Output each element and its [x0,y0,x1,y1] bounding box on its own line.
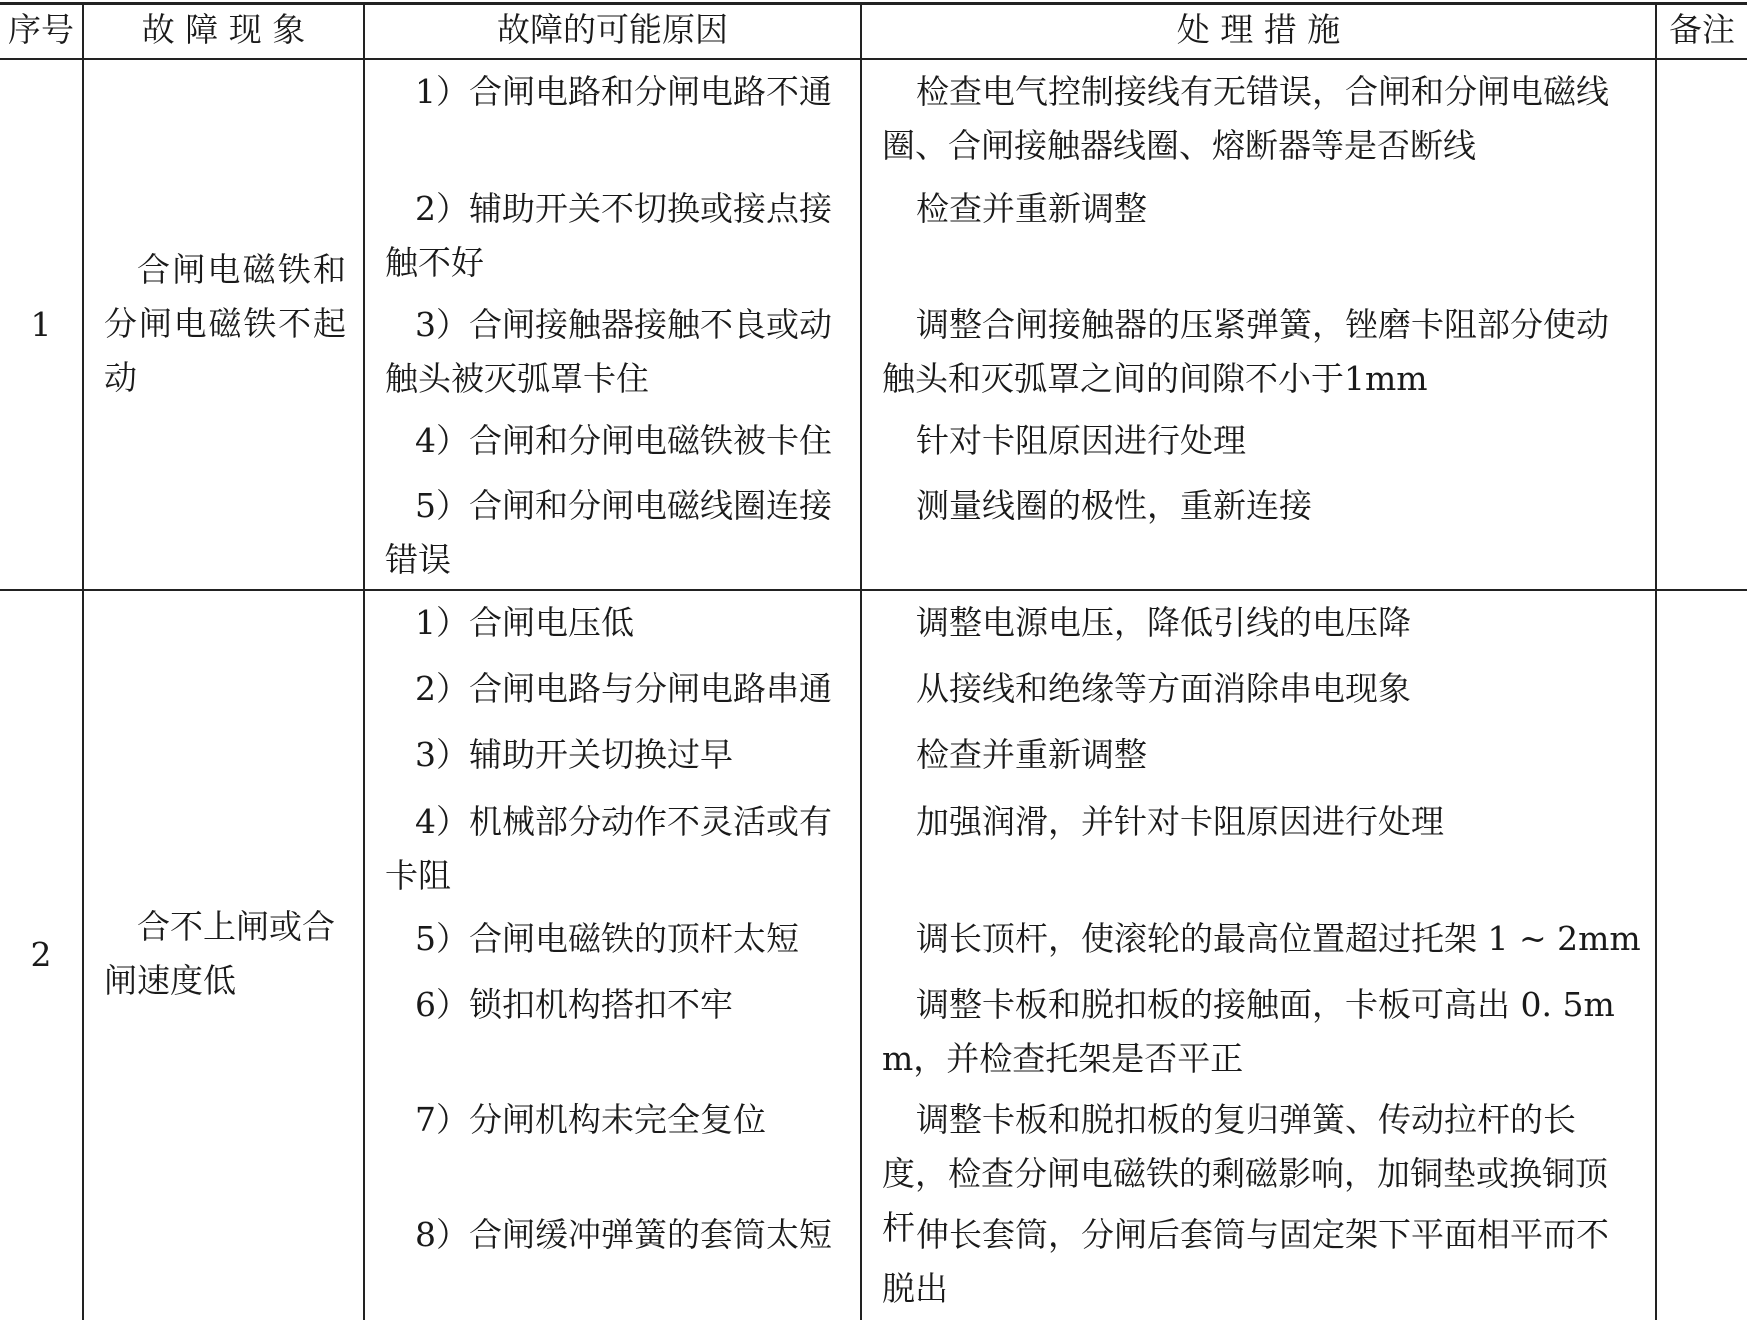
header-measure: 处 理 措 施 [1176,10,1341,49]
row-2-measure-6: 调整卡板和脱扣板的接触面，卡板可高出 0. 5mm，并检查托架是否平正 [882,985,1615,1078]
row-2-cause-4: 4）机械部分动作不灵活或有卡阻 [385,802,832,895]
row-1-cause-1: 1）合闸电路和分闸电路不通 [415,72,832,111]
row-1-measure-4: 针对卡阻原因进行处理 [916,421,1246,460]
row-2-cause-6: 6）锁扣机构搭扣不牢 [415,985,733,1024]
row-2-measure-2: 从接线和绝缘等方面消除串电现象 [916,669,1411,708]
col-divider [363,2,365,1320]
row-1-measure-2: 检查并重新调整 [916,189,1147,228]
row-2-no: 2 [30,935,52,974]
header-remark: 备注 [1669,10,1735,49]
row-divider [0,589,1747,591]
row-2-measure-5: 调长顶杆，使滚轮的最高位置超过托架 1 ~ 2mm [916,919,1641,958]
row-2-cause-1: 1）合闸电压低 [415,603,634,642]
row-2-cause-8: 8）合闸缓冲弹簧的套筒太短 [415,1215,832,1254]
header-no: 序号 [8,10,74,49]
header-cause: 故障的可能原因 [497,10,728,49]
col-divider [82,2,84,1320]
row-2-cause-5: 5）合闸电磁铁的顶杆太短 [415,919,799,958]
row-1-no: 1 [30,305,52,344]
row-2-measure-8: 伸长套筒，分闸后套筒与固定架下平面相平而不脱出 [882,1215,1609,1308]
row-2-measure-3: 检查并重新调整 [916,735,1147,774]
row-1-symptom: 合闸电磁铁和分闸电磁铁不起动 [104,250,346,397]
col-divider [1655,2,1657,1320]
row-2-cause-3: 3）辅助开关切换过早 [415,735,733,774]
row-1-cause-3: 3）合闸接触器接触不良或动触头被灭弧罩卡住 [385,305,832,398]
header-bottom-border [0,58,1747,60]
row-1-cause-4: 4）合闸和分闸电磁铁被卡住 [415,421,832,460]
row-2-measure-4: 加强润滑，并针对卡阻原因进行处理 [916,802,1444,841]
row-2-cause-7: 7）分闸机构未完全复位 [415,1100,766,1139]
row-1-measure-5: 测量线圈的极性，重新连接 [916,486,1312,525]
row-1-cause-2: 2）辅助开关不切换或接点接触不好 [385,189,832,282]
row-1-cause-5: 5）合闸和分闸电磁线圈连接错误 [385,486,832,579]
header-symptom: 故 障 现 象 [141,10,306,49]
row-1-measure-1: 检查电气控制接线有无错误，合闸和分闸电磁线圈、合闸接触器线圈、熔断器等是否断线 [882,72,1609,165]
row-2-cause-2: 2）合闸电路与分闸电路串通 [415,669,832,708]
row-1-measure-3: 调整合闸接触器的压紧弹簧，锉磨卡阻部分使动触头和灭弧罩之间的间隙不小于1mm [882,305,1609,398]
row-2-measure-1: 调整电源电压，降低引线的电压降 [916,603,1411,642]
col-divider [860,2,862,1320]
row-2-symptom: 合不上闸或合闸速度低 [104,907,335,1000]
row-2-measure-7: 调整卡板和脱扣板的复归弹簧、传动拉杆的长度，检查分闸电磁铁的剩磁影响，加铜垫或换铜顶杆 [882,1100,1608,1247]
